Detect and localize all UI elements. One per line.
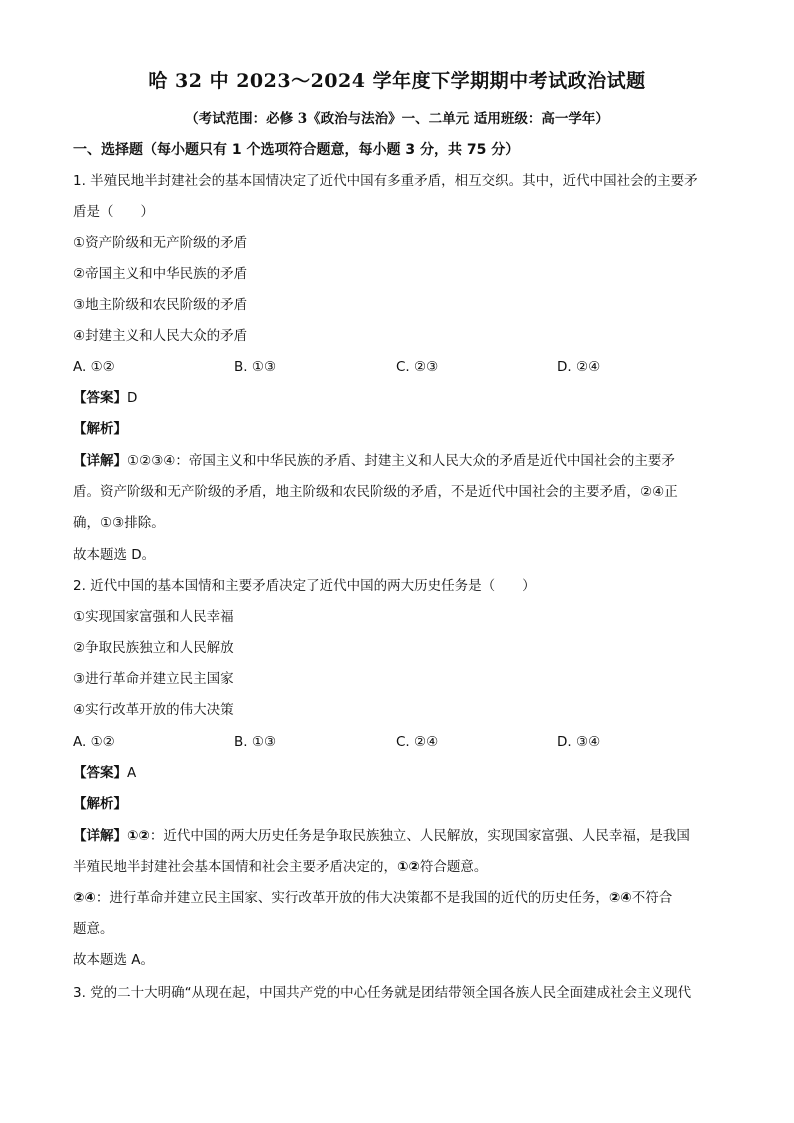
q1-conclusion: 故本题选 D。 xyxy=(73,547,156,563)
q2-item-2: ②争取民族独立和人民解放 xyxy=(73,640,234,656)
q2-detail-line4: 题意。 xyxy=(73,921,114,937)
q3-stem-line1: 3. 党的二十大明确“从现在起，中国共产党的中心任务就是团结带领全国各族人民全面建成社会主义现代 xyxy=(73,985,692,1001)
q2-stem-line1: 2. 近代中国的基本国情和主要矛盾决定了近代中国的两大历史任务是（ ） xyxy=(73,578,536,594)
q2-detail-ref2: ①② xyxy=(397,859,420,875)
q1-detail-line2: 盾。资产阶级和无产阶级的矛盾，地主阶级和农民阶级的矛盾，不是近代中国社会的主要矛盾，②④正 xyxy=(73,484,678,500)
q1-detail-text1: ①②③④：帝国主义和中华民族的矛盾、封建主义和人民大众的矛盾是近代中国社会的主要矛 xyxy=(127,453,675,469)
q2-answer-tag: 【答案】 xyxy=(73,765,127,781)
q2-detail-ref1: ①② xyxy=(127,828,150,844)
q1-option-b: B. ①③ xyxy=(234,359,277,375)
q2-detail-text3a: ：进行革命并建立民主国家、实行改革开放的伟大决策都不是我国的近代的历史任务， xyxy=(95,890,609,906)
q2-analysis-tag: 【解析】 xyxy=(73,796,127,812)
q1-detail-line3: 确，①③排除。 xyxy=(73,515,165,531)
q2-item-3: ③进行革命并建立民主国家 xyxy=(73,671,234,687)
q2-option-d: D. ③④ xyxy=(557,734,601,750)
q2-detail-line3 xyxy=(73,888,672,908)
q2-option-c: C. ②④ xyxy=(396,734,439,750)
q2-detail-ref4: ②④ xyxy=(608,890,632,906)
q1-option-a: A. ①② xyxy=(73,359,115,375)
q1-option-d: D. ②④ xyxy=(557,359,601,375)
q1-item-3: ③地主阶级和农民阶级的矛盾 xyxy=(73,297,248,313)
q2-item-1: ①实现国家富强和人民幸福 xyxy=(73,609,234,625)
q1-analysis-tag: 【解析】 xyxy=(73,421,127,437)
q2-detail-line2 xyxy=(73,857,487,877)
page-title: 哈 32 中 2023～2024 学年度下学期期中考试政治试题 xyxy=(148,70,646,92)
q2-answer-value: A xyxy=(127,765,137,781)
q2-conclusion: 故本题选 A。 xyxy=(73,952,155,968)
q1-answer-value: D xyxy=(127,390,138,406)
q2-detail-ref3: ②④ xyxy=(73,890,96,906)
q1-answer xyxy=(73,388,137,408)
q2-detail-text1: ：近代中国的两大历史任务是争取民族独立、人民解放，实现国家富强、人民幸福，是我国 xyxy=(149,828,690,844)
q2-detail-text2a: 半殖民地半封建社会基本国情和社会主要矛盾决定的， xyxy=(73,859,397,875)
q2-option-a: A. ①② xyxy=(73,734,115,750)
q2-answer xyxy=(73,763,136,783)
q1-answer-tag: 【答案】 xyxy=(73,390,127,406)
q1-item-2: ②帝国主义和中华民族的矛盾 xyxy=(73,266,248,282)
section-heading: 一、选择题（每小题只有 1 个选项符合题意，每小题 3 分，共 75 分） xyxy=(73,142,520,158)
page-subtitle: （考试范围：必修 3《政治与法治》一、二单元 适用班级：高一学年） xyxy=(185,111,609,127)
q1-detail-tag: 【详解】 xyxy=(73,453,127,469)
q1-stem-line2: 盾是（ ） xyxy=(73,204,154,220)
q1-stem-line1: 1. 半殖民地半封建社会的基本国情决定了近代中国有多重矛盾，相互交织。其中，近代中国社会的主要矛 xyxy=(73,173,698,189)
q2-detail-text2b: 符合题意。 xyxy=(419,859,488,875)
q1-item-1: ①资产阶级和无产阶级的矛盾 xyxy=(73,235,248,251)
q2-item-4: ④实行改革开放的伟大决策 xyxy=(73,702,234,718)
q1-item-4: ④封建主义和人民大众的矛盾 xyxy=(73,328,248,344)
q1-detail-line1 xyxy=(73,451,675,471)
q2-option-b: B. ①③ xyxy=(234,734,277,750)
q2-detail-line1 xyxy=(73,826,690,846)
q2-detail-text3b: 不符合 xyxy=(631,890,673,906)
q1-option-c: C. ②③ xyxy=(396,359,439,375)
q2-detail-tag: 【详解】 xyxy=(73,828,127,844)
